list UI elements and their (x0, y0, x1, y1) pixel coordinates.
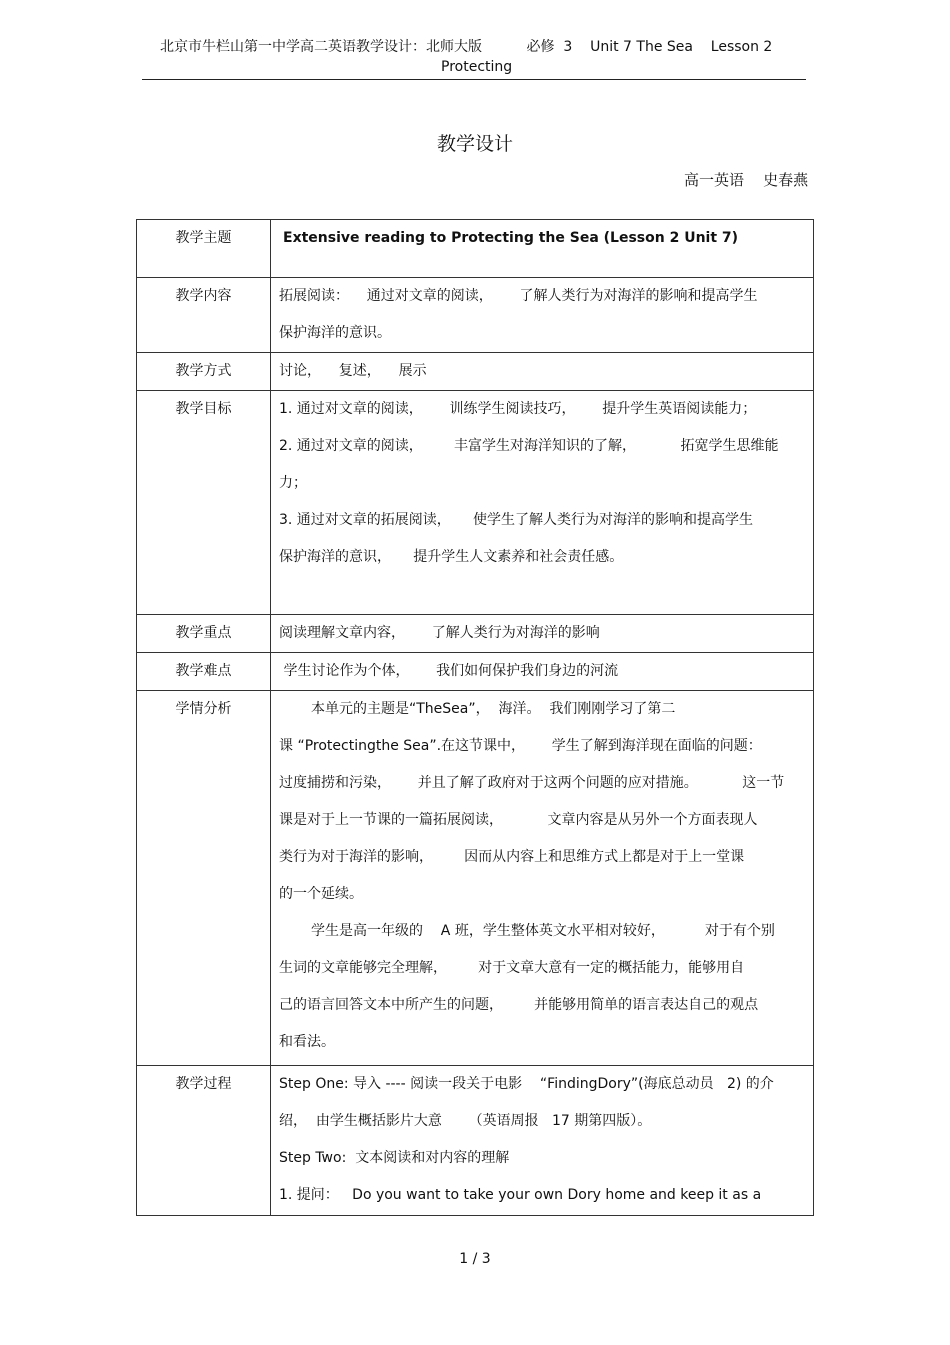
row-content (271, 653, 814, 691)
row-content (271, 691, 814, 1066)
table-row (137, 353, 814, 391)
content-line: 生词的文章能够完全理解， 对于文章大意有一定的概括能力，能够用自 (279, 960, 745, 976)
content-line: 绍， 由学生概括影片大意 （英语周报 17 期第四版）。 (279, 1113, 652, 1129)
row-label: 教学方式 (137, 353, 271, 391)
content-line: 讨论， 复述， 展示 (279, 363, 427, 379)
table-row (137, 615, 814, 653)
content-line: 1. 通过对文章的阅读， 训练学生阅读技巧， 提升学生英语阅读能力； (279, 401, 757, 417)
content-line: 类行为对于海洋的影响， 因而从内容上和思维方式上都是对于上一堂课 (279, 849, 745, 865)
header-divider (142, 79, 806, 80)
row-content (271, 278, 814, 353)
content-line: 3. 通过对文章的拓展阅读， 使学生了解人类行为对海洋的影响和提高学生 (279, 512, 754, 528)
content-line: 己的语言回答文本中所产生的问题， 并能够用简单的语言表达自己的观点 (279, 997, 759, 1013)
content-line: 课 “Protectingthe Sea”.在这节课中， 学生了解到海洋现在面临的问题： (279, 738, 762, 754)
row-content (271, 615, 814, 653)
row-label: 学情分析 (137, 691, 271, 1066)
content-line: 2. 通过对文章的阅读， 丰富学生对海洋知识的了解， 拓宽学生思维能 (279, 438, 779, 454)
content-line: 阅读理解文章内容， 了解人类行为对海洋的影响 (279, 625, 600, 641)
content-line: 本单元的主题是“TheSea”， 海洋。 我们刚刚学习了第二 (311, 701, 676, 717)
content-line: 保护海洋的意识， 提升学生人文素养和社会责任感。 (279, 549, 624, 565)
running-header-continued: Protecting (441, 59, 513, 75)
table-row (137, 1066, 814, 1216)
table-row (137, 691, 814, 1066)
lesson-plan-table (136, 219, 814, 1216)
row-label: 教学过程 (137, 1066, 271, 1216)
row-label: 教学重点 (137, 615, 271, 653)
content-line: 保护海洋的意识。 (279, 325, 391, 341)
content-line: Step Two: 文本阅读和对内容的理解 (279, 1150, 510, 1166)
page-number: 1 / 3 (459, 1251, 491, 1267)
content-line: 学生是高一年级的 A 班，学生整体英文水平相对较好， 对于有个别 (311, 923, 775, 939)
row-label: 教学目标 (137, 391, 271, 615)
content-line: 学生讨论作为个体， 我们如何保护我们身边的河流 (279, 663, 619, 679)
content-line: 过度捕捞和污染， 并且了解了政府对于这两个问题的应对措施。 这一节 (279, 775, 785, 791)
content-line: 课是对于上一节课的一篇拓展阅读， 文章内容是从另外一个方面表现人 (279, 812, 758, 828)
content-line: Step One: 导入 ---- 阅读一段关于电影 “FindingDory”(海底总动员 2) 的介 (279, 1076, 774, 1092)
row-content (271, 1066, 814, 1216)
content-line: Extensive reading to Protecting the Sea (Lesson 2 Unit 7) (283, 230, 739, 246)
table-row (137, 653, 814, 691)
content-line: 的一个延续。 (279, 886, 363, 902)
row-content (271, 391, 814, 615)
row-content (271, 220, 814, 278)
content-line: 拓展阅读： 通过对文章的阅读， 了解人类行为对海洋的影响和提高学生 (279, 288, 758, 304)
content-line: 和看法。 (279, 1034, 335, 1050)
row-label: 教学主题 (137, 220, 271, 278)
content-line: 力； (279, 475, 307, 491)
table-row (137, 220, 814, 278)
row-label: 教学难点 (137, 653, 271, 691)
table-row (137, 278, 814, 353)
row-content (271, 353, 814, 391)
content-line: 1. 提问： Do you want to take your own Dory home and keep it as a (279, 1187, 762, 1203)
running-header: 北京市牛栏山第一中学高二英语教学设计：北师大版 必修 3 Unit 7 The Sea Lesson 2 (160, 39, 773, 55)
author-line: 高一英语 史春燕 (684, 171, 809, 189)
document-title: 教学设计 (436, 133, 513, 155)
row-label: 教学内容 (137, 278, 271, 353)
table-row (137, 391, 814, 615)
